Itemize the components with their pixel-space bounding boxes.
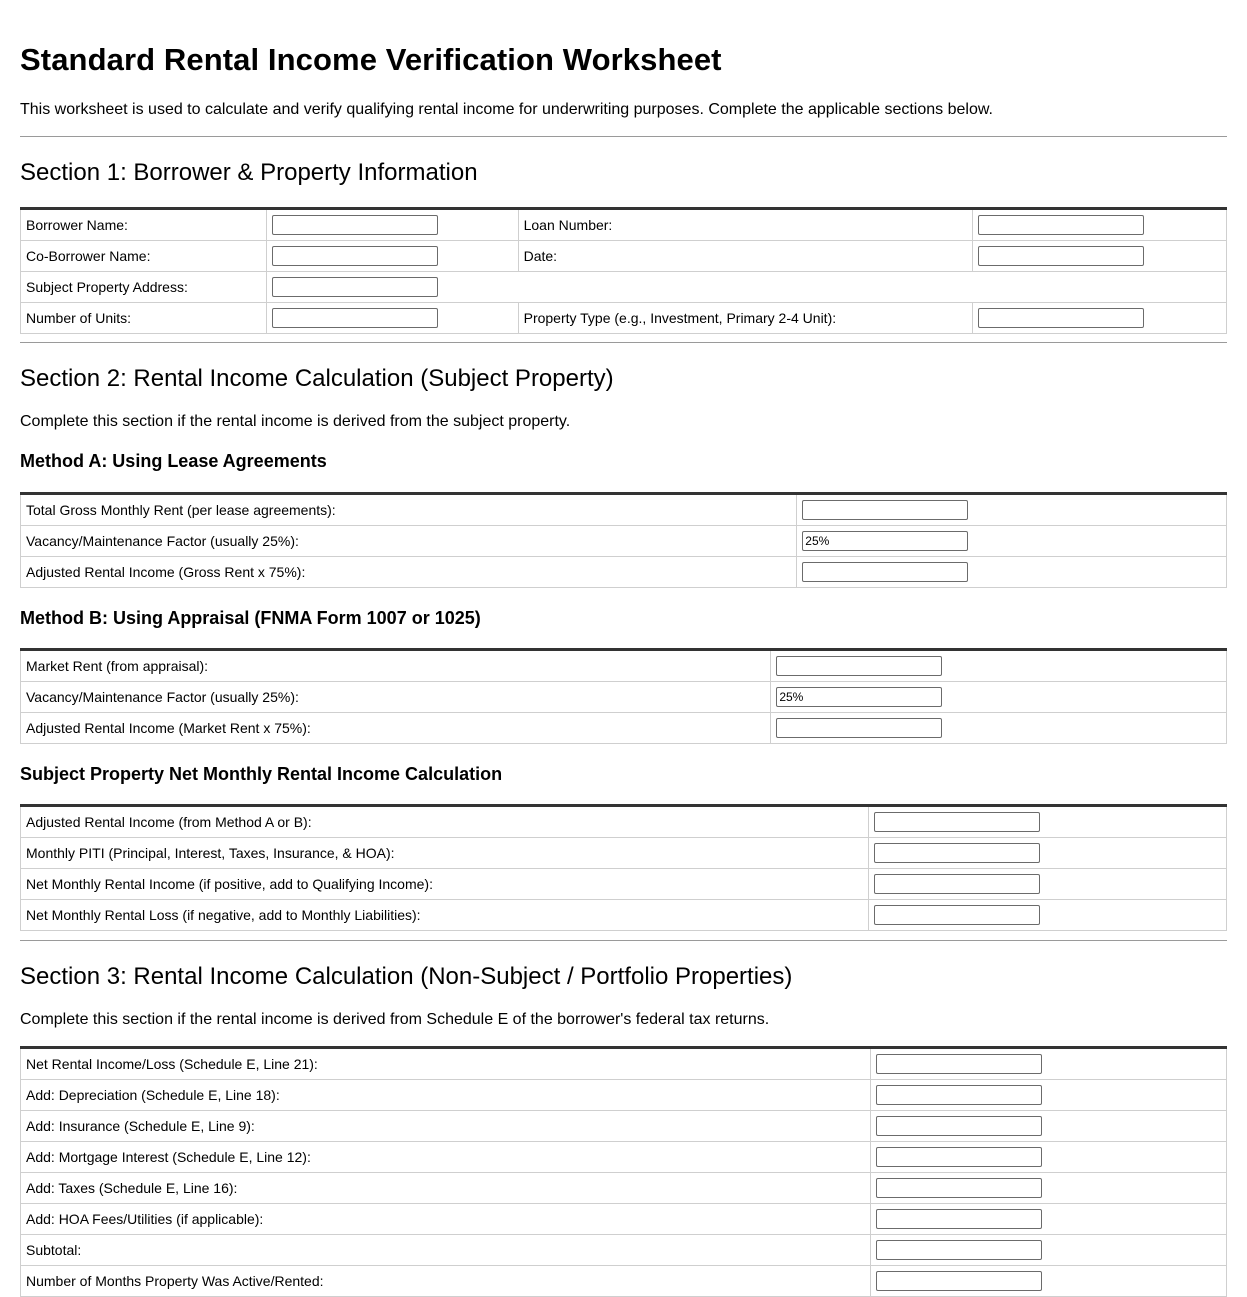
insurance-label: Add: Insurance (Schedule E, Line 9): — [21, 1111, 871, 1142]
table-row — [21, 241, 1227, 272]
hoa-fees-label: Add: HOA Fees/Utilities (if applicable): — [21, 1204, 871, 1235]
section1-heading: Section 1: Borrower & Property Information — [20, 159, 478, 186]
date-input[interactable] — [978, 246, 1144, 266]
subject-property-address-input[interactable] — [272, 277, 438, 297]
net-rental-loss-label: Net Monthly Rental Loss (if negative, add to Monthly Liabilities): — [21, 900, 869, 931]
months-active-label: Number of Months Property Was Active/Rented: — [21, 1266, 871, 1297]
method-b-heading: Method B: Using Appraisal (FNMA Form 1007 or 1025) — [20, 608, 481, 628]
table-row — [21, 838, 1227, 869]
schedule-e-table — [20, 1046, 1227, 1297]
borrower-name-label: Borrower Name: — [21, 209, 267, 241]
page-title: Standard Rental Income Verification Worksheet — [20, 42, 722, 77]
property-type-label: Property Type (e.g., Investment, Primary 2-4 Unit): — [518, 303, 972, 334]
subtotal-label: Subtotal: — [21, 1235, 871, 1266]
net-calculation-heading: Subject Property Net Monthly Rental Income Calculation — [20, 764, 503, 784]
intro-text: This worksheet is used to calculate and verify qualifying rental income for underwriting purposes. Complete the applicable sections below. — [20, 101, 993, 118]
table-row — [21, 494, 1227, 526]
taxes-input[interactable] — [876, 1178, 1042, 1198]
table-row — [21, 682, 1227, 713]
market-rent-label: Market Rent (from appraisal): — [21, 650, 771, 682]
months-active-input[interactable] — [876, 1271, 1042, 1291]
adjusted-rental-income-label: Adjusted Rental Income (Gross Rent x 75%): — [21, 557, 797, 588]
adjusted-income-label: Adjusted Rental Income (from Method A or B): — [21, 806, 869, 838]
vacancy-factor-input[interactable] — [802, 531, 968, 551]
method-b-table — [20, 648, 1227, 744]
vacancy-factor-input[interactable] — [776, 687, 942, 707]
net-rental-loss-input[interactable] — [874, 905, 1040, 925]
subject-property-address-label: Subject Property Address: — [21, 272, 267, 303]
table-row — [21, 1080, 1227, 1111]
table-row — [21, 806, 1227, 838]
table-row — [21, 1173, 1227, 1204]
table-row — [21, 713, 1227, 744]
insurance-input[interactable] — [876, 1116, 1042, 1136]
adjusted-rental-income-label: Adjusted Rental Income (Market Rent x 75%): — [21, 713, 771, 744]
section2-heading: Section 2: Rental Income Calculation (Subject Property) — [20, 365, 614, 392]
monthly-piti-label: Monthly PITI (Principal, Interest, Taxes, Insurance, & HOA): — [21, 838, 869, 869]
method-a-table — [20, 492, 1227, 588]
table-row — [21, 272, 1227, 303]
borrower-name-input[interactable] — [272, 215, 438, 235]
table-row — [21, 1142, 1227, 1173]
net-rental-income-loss-label: Net Rental Income/Loss (Schedule E, Line 21): — [21, 1048, 871, 1080]
table-row — [21, 1266, 1227, 1297]
net-rental-income-input[interactable] — [874, 874, 1040, 894]
mortgage-interest-label: Add: Mortgage Interest (Schedule E, Line 12): — [21, 1142, 871, 1173]
adjusted-income-input[interactable] — [874, 812, 1040, 832]
monthly-piti-input[interactable] — [874, 843, 1040, 863]
net-rental-income-loss-input[interactable] — [876, 1054, 1042, 1074]
adjusted-rental-income-input[interactable] — [802, 562, 968, 582]
section3-note: Complete this section if the rental income is derived from Schedule E of the borrower's federal tax returns. — [20, 1011, 770, 1028]
adjusted-rental-income-input[interactable] — [776, 718, 942, 738]
table-row — [21, 1235, 1227, 1266]
taxes-label: Add: Taxes (Schedule E, Line 16): — [21, 1173, 871, 1204]
depreciation-input[interactable] — [876, 1085, 1042, 1105]
loan-number-input[interactable] — [978, 215, 1144, 235]
table-row — [21, 1111, 1227, 1142]
divider — [20, 342, 1227, 343]
gross-rent-input[interactable] — [802, 500, 968, 520]
section3-heading: Section 3: Rental Income Calculation (Non-Subject / Portfolio Properties) — [20, 963, 793, 990]
gross-rent-label: Total Gross Monthly Rent (per lease agreements): — [21, 494, 797, 526]
market-rent-input[interactable] — [776, 656, 942, 676]
table-row — [21, 1204, 1227, 1235]
number-of-units-label: Number of Units: — [21, 303, 267, 334]
borrower-info-table — [20, 207, 1227, 334]
depreciation-label: Add: Depreciation (Schedule E, Line 18): — [21, 1080, 871, 1111]
property-type-input[interactable] — [978, 308, 1144, 328]
co-borrower-name-label: Co-Borrower Name: — [21, 241, 267, 272]
section2-note: Complete this section if the rental income is derived from the subject property. — [20, 413, 571, 430]
table-row — [21, 557, 1227, 588]
divider — [20, 136, 1227, 137]
hoa-fees-input[interactable] — [876, 1209, 1042, 1229]
table-row — [21, 650, 1227, 682]
subtotal-input[interactable] — [876, 1240, 1042, 1260]
table-row — [21, 526, 1227, 557]
table-row — [21, 1048, 1227, 1080]
table-row — [21, 209, 1227, 241]
table-row — [21, 303, 1227, 334]
vacancy-factor-label: Vacancy/Maintenance Factor (usually 25%): — [21, 682, 771, 713]
date-label: Date: — [518, 241, 972, 272]
table-row — [21, 869, 1227, 900]
divider — [20, 940, 1227, 941]
number-of-units-input[interactable] — [272, 308, 438, 328]
net-calculation-table — [20, 804, 1227, 931]
table-row — [21, 900, 1227, 931]
net-rental-income-label: Net Monthly Rental Income (if positive, add to Qualifying Income): — [21, 869, 869, 900]
method-a-heading: Method A: Using Lease Agreements — [20, 451, 327, 471]
co-borrower-name-input[interactable] — [272, 246, 438, 266]
loan-number-label: Loan Number: — [518, 209, 972, 241]
vacancy-factor-label: Vacancy/Maintenance Factor (usually 25%): — [21, 526, 797, 557]
mortgage-interest-input[interactable] — [876, 1147, 1042, 1167]
